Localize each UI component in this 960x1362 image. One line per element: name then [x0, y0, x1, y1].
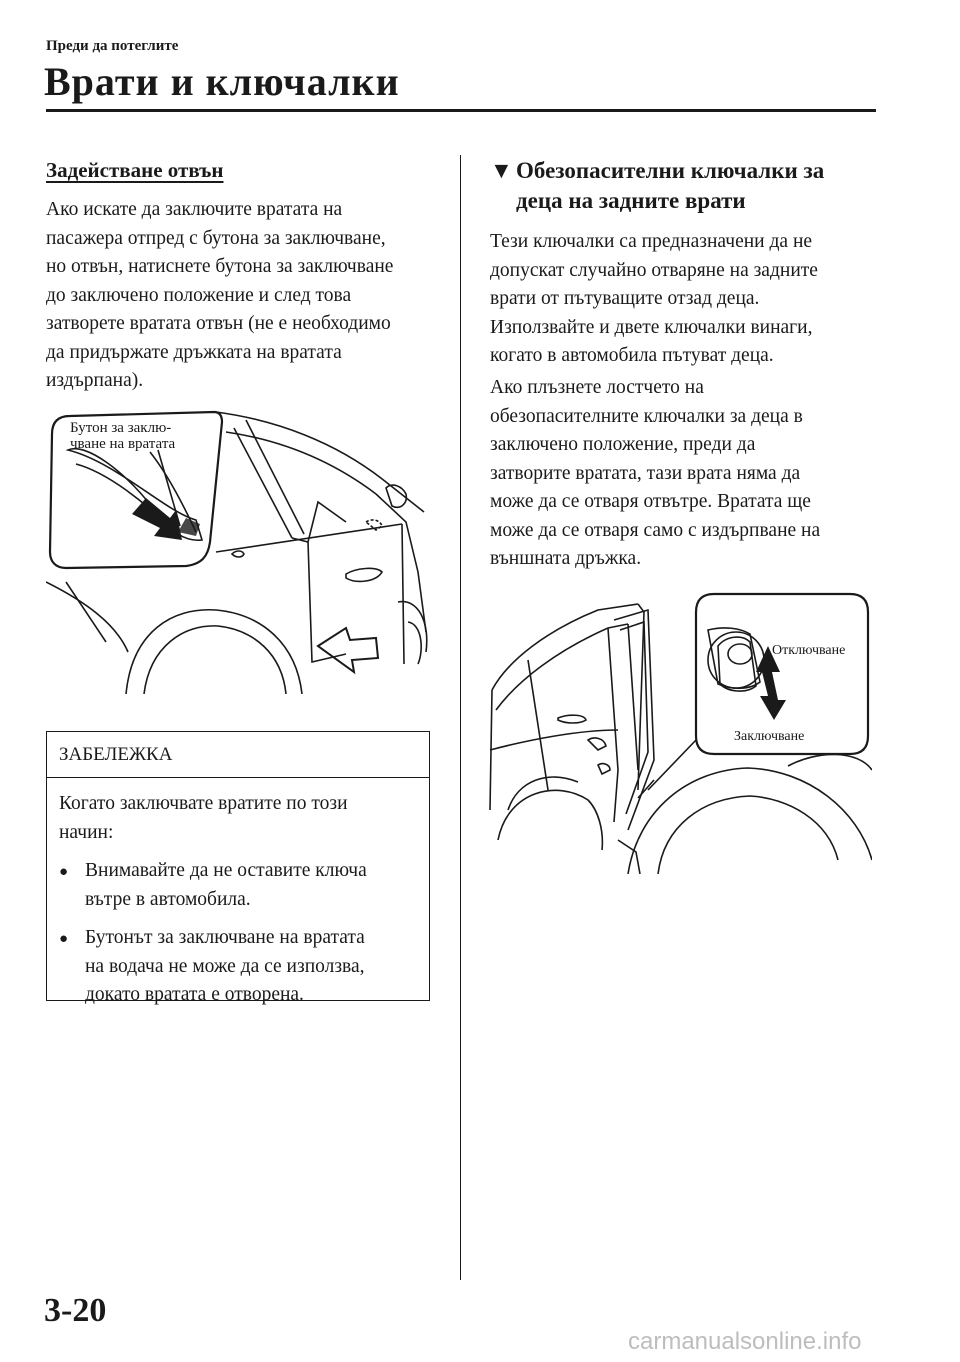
- figure-label-lock-button-line1: Бутон за заклю-: [70, 420, 172, 436]
- outside-operation-paragraph: Ако искате да заключите вратата на пасажера отпред с бутона за заключване, но отвън, натиснете бутона за заключване до заключено положение и след това затворете вратата отвън (не е необходимо да придържате дръжката на вратата издърпана).: [46, 199, 394, 391]
- child-locks-paragraph-2: Ако плъзнете лостчето на обезопасителните ключалки за деца в заключено положение, преди да затворите вратата, тази врата няма да може да се отваря отвътре. Вратата ще може да се отваря само с издърпване на външната дръжка.: [490, 377, 821, 569]
- note-bullet: [59, 857, 417, 914]
- column-divider: [460, 155, 461, 1280]
- triangle-marker-icon: ▼: [490, 158, 513, 183]
- page-title: Врати и ключалки: [44, 59, 400, 104]
- door-lock-button-illustration: [46, 402, 430, 694]
- note-bullet-text: Внимавайте да не оставите ключа вътре в автомобила.: [85, 860, 367, 910]
- bullet-icon: ●: [59, 864, 69, 880]
- child-locks-paragraph-1: Тези ключалки са предназначени да не допускат случайно отваряне на задните врати от пътуващите отзад деца. Използвайте и двете ключалки винаги, когато в автомобила пътуват деца.: [490, 231, 818, 366]
- figure-label-unlock: Отключване: [772, 643, 846, 658]
- watermark-link[interactable]: carmanualsonline.info: [628, 1328, 862, 1355]
- note-box: [46, 731, 430, 1005]
- note-intro: Когато заключвате вратите по този начин:: [59, 793, 348, 843]
- section-heading-child-locks: [490, 156, 870, 216]
- note-heading: ЗАБЕЛЕЖКА: [47, 732, 429, 778]
- title-divider: [46, 109, 876, 112]
- child-locks-heading-line2: деца на задните врати: [516, 188, 746, 213]
- figure-label-lock-button-line2: чване на вратата: [70, 436, 176, 452]
- page-number: 3-20: [44, 1292, 107, 1329]
- breadcrumb: Преди да потеглите: [46, 38, 179, 54]
- figure-label-lock: Заключване: [734, 729, 805, 744]
- section-heading-outside-operation: Задействане отвън: [46, 158, 224, 182]
- note-bullet-text: Бутонът за заключване на вратата на водача не може да се използва, докато вратата е отворена.: [85, 927, 365, 1005]
- note-bullet: [59, 924, 417, 1010]
- child-lock-illustration: [488, 590, 872, 874]
- bullet-icon: ●: [59, 931, 69, 947]
- child-locks-heading-line1: Обезопасителни ключалки за: [516, 158, 825, 183]
